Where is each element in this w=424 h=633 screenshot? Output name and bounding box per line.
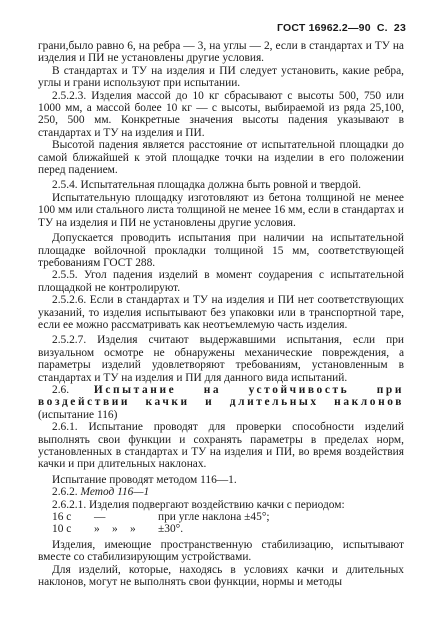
page-number: 23 — [393, 22, 406, 34]
paragraph: Для изделий, которые, находясь в условиях качки и длительных наклонов, могут не выполнять свои функции, нормы и методы — [38, 563, 404, 589]
period-value: 10 с — [52, 523, 72, 536]
paragraph: грани,было равно 6, на ребра — 3, на углы — 2, если в стандартах и ТУ на изделия и ПИ не установлены другие условия. — [38, 40, 404, 65]
section-label: С. — [376, 22, 388, 34]
paragraph: 2.5.5. Угол падения изделий в момент соударения с испытательной площадкой не контролируют. — [38, 269, 404, 294]
paragraph: 2.6.1. Испытание проводят для проверки способности изделий выполнять свои функции и сохранять параметры в пределах норм, установленных в стандартах и ТУ на изделия и ПИ, во время воздействия качки и при длительных наклонах. — [38, 421, 404, 471]
document-body — [38, 40, 404, 588]
paragraph: Высотой падения является расстояние от испытательной площадки до самой ближайшей к этой площадке точки на изделии в его положении перед падением. — [38, 139, 404, 177]
angle-value: ±30°. — [158, 523, 184, 536]
method-heading — [38, 486, 404, 498]
paragraph: В стандартах и ТУ на изделия и ПИ следует установить, какие ребра, углы и грани используют при испытании. — [38, 64, 404, 90]
angle-value: при угле наклона ±45°; — [158, 511, 270, 524]
paragraph: Изделия, имеющие пространственную стабилизацию, испытывают вместе со стабилизирующим устройствами. — [38, 538, 404, 564]
paragraph: 2.5.2.7. Изделия считают выдержавшими испытания, если при визуальном осмотре не обнаружены механические повреждения, а параметры изделий удовлетворяют требованиям, установленным в стандартах и ТУ на изделия и ПИ для данного вида испытаний. — [38, 334, 404, 384]
section-suffix: (испытание 116) — [38, 408, 118, 421]
standard-number: ГОСТ 16962.2—90 — [276, 22, 371, 34]
period-row: 16 с — при угле наклона ±45°; — [52, 511, 270, 524]
paragraph: 2.5.2.3. Изделия массой до 10 кг сбрасывают с высоты 500, 750 или 1000 мм, а массой более 10 кг — с высоты, выбираемой из ряда 25,100, 250, 500 мм. Конкретные значения высоты падения указывают в стандартах и ТУ на изделия и ПИ. — [38, 89, 404, 139]
method-title: Метод 116—1 — [80, 486, 150, 499]
page-header — [274, 22, 406, 34]
period-value: 16 с — [52, 511, 72, 524]
section-title: Испытание на устойчивость при воздействии качки и длительных наклонов — [38, 383, 404, 409]
paragraph: 2.5.4. Испытательная площадка должна быть ровной и твердой. — [52, 179, 362, 192]
paragraph: Испытательную площадку изготовляют из бетона толщиной не менее 100 мм или стального листа толщиной не менее 16 мм, если в стандартах и ТУ на изделия и ПИ не установлены другие условия. — [38, 191, 404, 229]
paragraph: Допускается проводить испытания при наличии на испытательной площадке войлочной прокладки толщиной 15 мм, соответствующей требованиям ГОСТ 288. — [38, 232, 404, 269]
paragraph: 2.6.2.1. Изделия подвергают воздействию качки с периодом: — [52, 498, 345, 511]
paragraph: 2.5.2.6. Если в стандартах и ТУ на изделия и ПИ нет соответствующих указаний, то изделия испытывают без упаковки или в транспортной таре, если ее можно рассматривать как неотъемлемую часть изделия. — [38, 294, 404, 331]
section-heading — [38, 384, 404, 421]
paragraph: Испытание проводят методом 116—1. — [52, 473, 237, 486]
period-row: 10 с » » » ±30°. — [52, 523, 184, 536]
method-number: 2.6.2. — [52, 486, 78, 499]
section-number: 2.6. — [52, 383, 70, 396]
